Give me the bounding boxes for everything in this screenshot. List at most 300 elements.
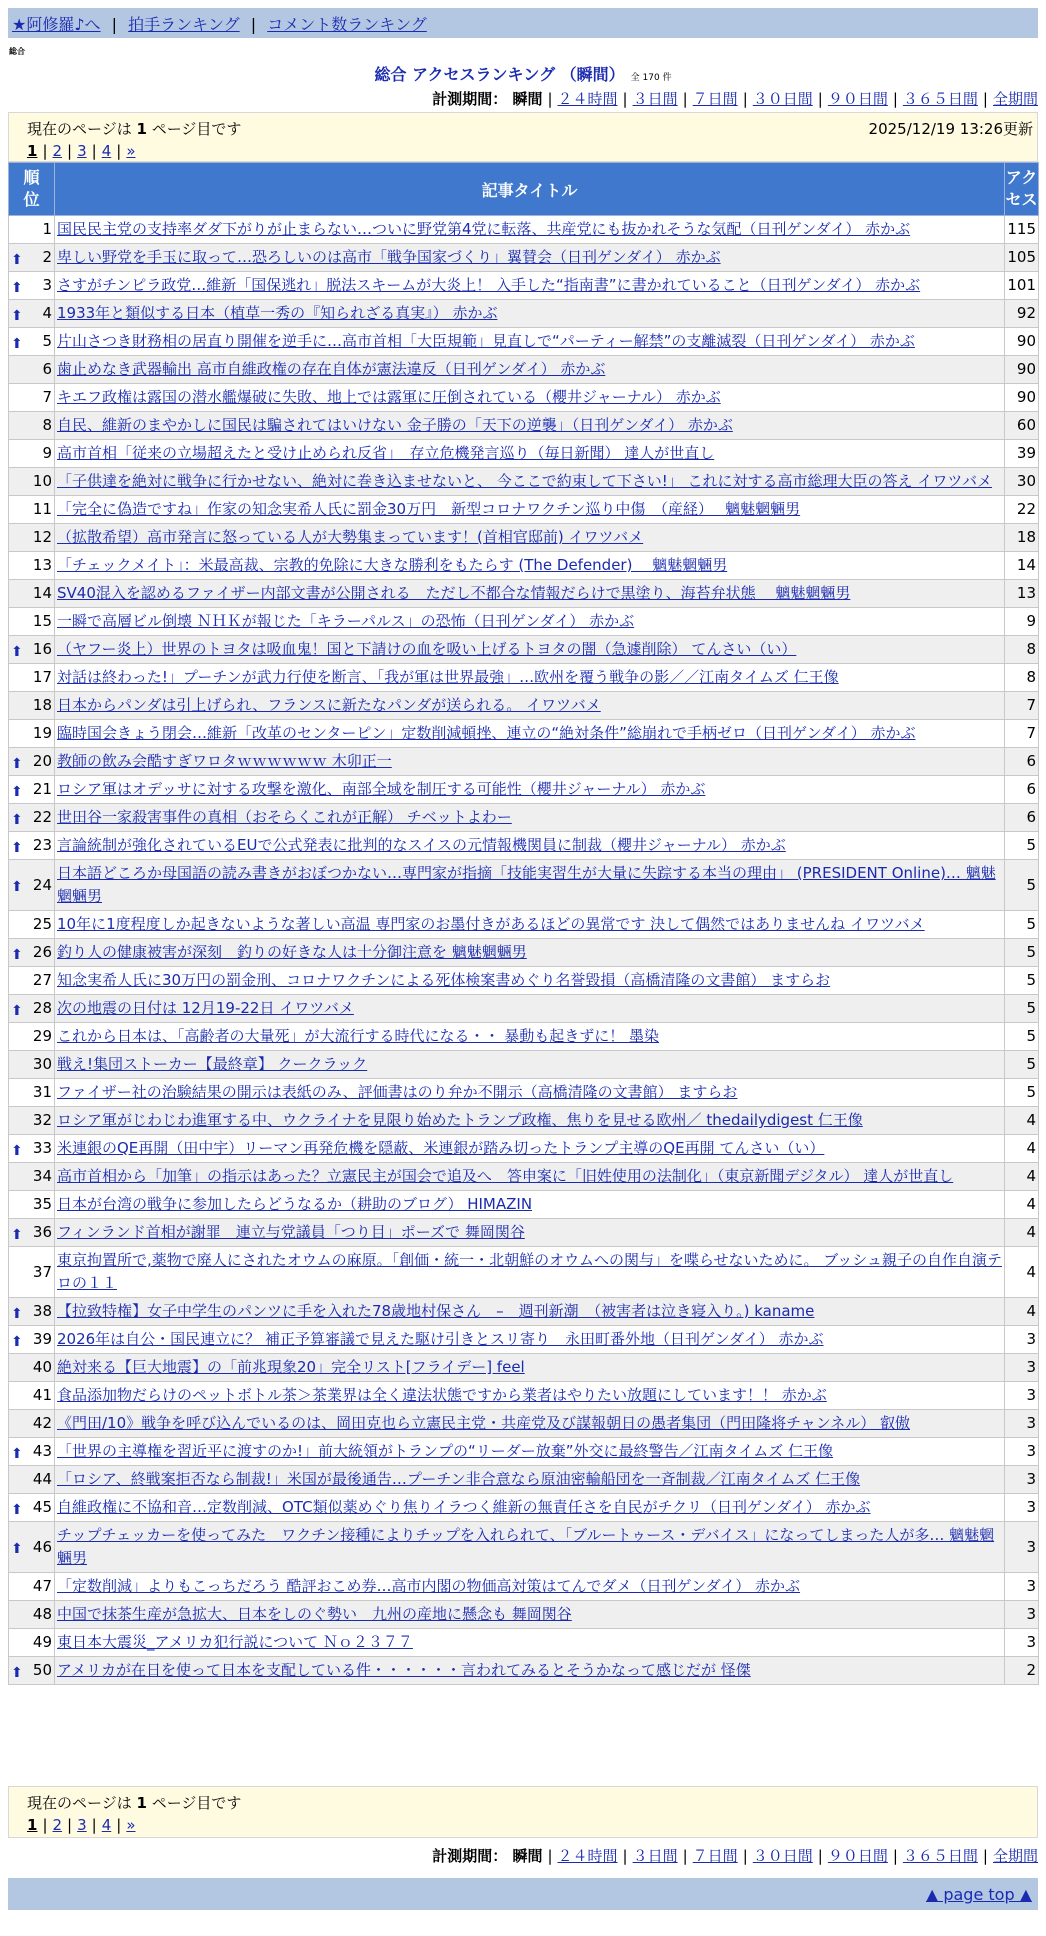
rank-up-arrow-icon: ⬆ <box>11 946 23 963</box>
page-separator: | <box>42 1816 48 1834</box>
title-cell <box>55 692 1005 720</box>
title-cell <box>55 1601 1005 1629</box>
access-count: 22 <box>1005 496 1039 524</box>
period-option-6[interactable]: 全期間 <box>992 1847 1038 1865</box>
period-separator: | <box>622 1847 628 1865</box>
access-count: 3 <box>1005 1438 1039 1466</box>
table-row <box>9 664 1039 692</box>
access-count: 92 <box>1005 300 1039 328</box>
title-cell <box>55 1522 1005 1573</box>
access-count: 101 <box>1005 272 1039 300</box>
period-separator: | <box>622 90 628 108</box>
col-title-header: 記事タイトル <box>55 163 1005 216</box>
page-link-current[interactable]: 1 <box>27 1816 38 1834</box>
title-cell <box>55 1135 1005 1163</box>
rank-cell <box>9 552 55 580</box>
article-link[interactable]: フィンランド首相が謝罪 連立与党議員「つり目」ポーズで 舞岡関谷 <box>57 1223 525 1241</box>
rank-up-arrow-icon: ⬆ <box>11 643 23 660</box>
article-link[interactable]: 一瞬で高層ビル倒壊 ＮＨＫが報じた「キラーパルス」の恐怖（日刊ゲンダイ） 赤かぶ <box>57 612 635 630</box>
table-row <box>9 1438 1039 1466</box>
title-cell <box>55 496 1005 524</box>
article-link[interactable]: SV40混入を認めるファイザー内部文書が公開される ただし不都合な情報だらけで黒塗り、海苔弁状態 魑魅魍魎男 <box>57 584 851 602</box>
title-cell <box>55 1298 1005 1326</box>
current-page-number: 1 <box>136 1794 147 1812</box>
article-link[interactable]: 「チェックメイト」：米最高裁、宗教的免除に大きな勝利をもたらす (The Defender) 魑魅魍魎男 <box>57 556 728 574</box>
title-cell <box>55 1629 1005 1657</box>
rank-cell <box>9 272 55 300</box>
rank-number: 38 <box>32 1302 52 1320</box>
article-link[interactable]: 食品添加物だらけのペットボトル茶＞茶業界は全く違法状態ですから業者はやりたい放題にしています！！ 赤かぶ <box>57 1386 827 1404</box>
rank-cell <box>9 748 55 776</box>
access-count: 4 <box>1005 1219 1039 1247</box>
rank-cell <box>9 1051 55 1079</box>
access-count: 5 <box>1005 1051 1039 1079</box>
table-row <box>9 1494 1039 1522</box>
title-cell <box>55 832 1005 860</box>
access-count: 6 <box>1005 804 1039 832</box>
rank-cell <box>9 1023 55 1051</box>
rank-cell <box>9 692 55 720</box>
access-count: 5 <box>1005 911 1039 939</box>
article-link[interactable]: 「世界の主導権を習近平に渡すのか!」前大統領がトランプの“リーダー放棄”外交に最終警告／江南タイムズ 仁王像 <box>57 1442 834 1460</box>
period-option-4[interactable]: ９０日間 <box>827 1847 888 1865</box>
period-separator: | <box>547 1847 553 1865</box>
article-link[interactable]: 対話は終わった!」プーチンが武力行使を断言、「我が軍は世界最強」…欧州を覆う戦争の影／／江南タイムズ 仁王像 <box>57 668 839 686</box>
rank-cell <box>9 860 55 911</box>
title-cell <box>55 1163 1005 1191</box>
rank-number: 42 <box>32 1414 52 1432</box>
page-link-2[interactable]: 2 <box>52 1816 63 1834</box>
current-page-post: ページ目です <box>146 120 242 138</box>
article-link[interactable]: 日本語どころか母国語の読み書きがおぼつかない…専門家が指摘「技能実習生が大量に失踪する本当の理由」 (PRESIDENT Online)… 魑魅魍魎男 <box>57 864 996 905</box>
rank-up-arrow-icon: ⬆ <box>11 1445 23 1462</box>
current-page-text <box>27 1792 241 1813</box>
period-option-1[interactable]: ３日間 <box>632 90 678 108</box>
rank-number: 35 <box>32 1195 52 1213</box>
rank-cell <box>9 440 55 468</box>
col-access-label: アク セス <box>1005 168 1038 209</box>
access-count: 6 <box>1005 776 1039 804</box>
rank-cell <box>9 580 55 608</box>
article-link[interactable]: 中国で抹茶生産が急拡大、日本をしのぐ勢い 九州の産地に懸念も 舞岡関谷 <box>57 1605 572 1623</box>
article-link[interactable]: 戦え!集団ストーカー【最終章】 クークラック <box>57 1055 368 1073</box>
rank-up-arrow-icon: ⬆ <box>11 1002 23 1019</box>
period-label: 計測期間： <box>432 90 508 108</box>
rank-number: 2 <box>42 248 52 266</box>
table-row <box>9 524 1039 552</box>
rank-cell <box>9 356 55 384</box>
rank-up-arrow-icon: ⬆ <box>11 879 23 895</box>
article-link[interactable]: 片山さつき財務相の居直り開催を逆手に…高市首相「大臣規範」見直しで“パーティー解禁”の支離滅裂（日刊ゲンダイ） 赤かぶ <box>57 332 915 350</box>
table-row <box>9 1023 1039 1051</box>
access-count: 9 <box>1005 608 1039 636</box>
article-link[interactable]: チップチェッカーを使ってみた ワクチン接種によりチップを入れられて、「ブルートゥース・デバイス」になってしまった人が多… 魑魅魍魎男 <box>57 1526 995 1567</box>
table-row <box>9 1466 1039 1494</box>
article-link[interactable]: 絶対来る【巨大地震】の「前兆現象20」完全リスト[フライデー] feel <box>57 1358 525 1376</box>
rank-number: 4 <box>42 304 52 322</box>
article-link[interactable]: （拡散希望）高市発言に怒っている人が大勢集まっています！(首相官邸前) イワツバメ <box>57 528 644 546</box>
rank-number: 19 <box>32 724 52 742</box>
rank-up-arrow-icon: ⬆ <box>11 1226 23 1243</box>
total-count: 全 170 件 <box>630 73 672 83</box>
access-count: 5 <box>1005 832 1039 860</box>
rank-number: 48 <box>32 1605 52 1623</box>
table-row <box>9 967 1039 995</box>
title-cell <box>55 636 1005 664</box>
title-cell <box>55 748 1005 776</box>
rank-cell <box>9 1219 55 1247</box>
rank-up-arrow-icon: ⬆ <box>11 279 23 296</box>
period-separator: | <box>982 1847 988 1865</box>
rank-cell <box>9 1522 55 1573</box>
rank-number: 20 <box>32 752 52 770</box>
table-row <box>9 995 1039 1023</box>
article-link[interactable]: 東日本大震災_アメリカ犯行説について Ｎｏ２３７７ <box>57 1633 413 1651</box>
page-top-link[interactable]: ▲ page top ▲ <box>925 1885 1032 1904</box>
article-link[interactable]: 【拉致特権】女子中学生のパンツに手を入れた78歳地村保さん – 週刊新潮 （被害者は泣き寝入り。) kaname <box>57 1302 815 1320</box>
article-link[interactable]: 教師の飲み会酷すぎワロタｗｗｗｗｗｗ 木卯正一 <box>57 752 392 770</box>
table-row <box>9 412 1039 440</box>
access-count: 90 <box>1005 328 1039 356</box>
table-row <box>9 1601 1039 1629</box>
rank-number: 23 <box>32 836 52 854</box>
table-row <box>9 1354 1039 1382</box>
page-link-4[interactable]: 4 <box>101 1816 112 1834</box>
period-option-2[interactable]: ７日間 <box>692 1847 738 1865</box>
rank-cell <box>9 939 55 967</box>
rank-up-arrow-icon: ⬆ <box>11 839 23 856</box>
title-cell <box>55 328 1005 356</box>
rank-cell <box>9 1163 55 1191</box>
title-cell <box>55 300 1005 328</box>
article-link[interactable]: 東京拘置所で,薬物で廃人にされたオウムの麻原。「創価・統一・北朝鮮のオウムへの関与」を喋らせないために。 ブッシュ親子の自作自演テロの１１ <box>57 1251 1002 1292</box>
ranking-title: 総合 アクセスランキング （瞬間） <box>374 65 625 84</box>
page-links <box>27 142 136 160</box>
title-cell <box>55 1326 1005 1354</box>
access-count: 3 <box>1005 1326 1039 1354</box>
period-separator: | <box>742 90 748 108</box>
period-separator: | <box>682 90 688 108</box>
access-count: 105 <box>1005 244 1039 272</box>
access-count: 60 <box>1005 412 1039 440</box>
access-count: 90 <box>1005 356 1039 384</box>
article-link[interactable]: 《門田/10》戦争を呼び込んでいるのは、岡田克也ら立憲民主党・共産党及び謀報朝日の愚者集団（門田隆将チャンネル） 叡傲 <box>57 1414 911 1432</box>
period-option-0[interactable]: ２４時間 <box>557 1847 618 1865</box>
rank-number: 30 <box>32 1055 52 1073</box>
rank-number: 33 <box>32 1139 52 1157</box>
access-count: 5 <box>1005 967 1039 995</box>
period-option-5[interactable]: ３６５日間 <box>902 1847 978 1865</box>
rank-cell <box>9 1354 55 1382</box>
rank-number: 46 <box>32 1537 52 1556</box>
rank-number: 39 <box>32 1330 52 1348</box>
table-row <box>9 1135 1039 1163</box>
page-next-link[interactable]: » <box>126 142 136 160</box>
article-link[interactable]: 世田谷一家殺害事件の真相（おそらくこれが正解） チベットよわー <box>57 808 512 826</box>
rank-cell <box>9 1079 55 1107</box>
access-count: 4 <box>1005 1191 1039 1219</box>
rank-cell <box>9 608 55 636</box>
access-count: 8 <box>1005 664 1039 692</box>
access-count: 2 <box>1005 1657 1039 1685</box>
access-count: 4 <box>1005 1107 1039 1135</box>
page-link-current[interactable]: 1 <box>27 142 38 160</box>
ranking-table <box>8 162 1039 1685</box>
access-count: 3 <box>1005 1382 1039 1410</box>
article-link[interactable]: 高市首相から「加筆」の指示はあった？立憲民主が国会で追及へ 答申案に「旧姓使用の法制化」（東京新聞デジタル） 達人が世直し <box>57 1167 954 1185</box>
rank-number: 40 <box>32 1358 52 1376</box>
article-link[interactable]: 卑しい野党を手玉に取って…恐ろしいのは高市「戦争国家づくり」翼賛会（日刊ゲンダイ） 赤かぶ <box>57 248 721 266</box>
rank-number: 36 <box>32 1223 52 1241</box>
rank-number: 22 <box>32 808 52 826</box>
table-row <box>9 720 1039 748</box>
article-link[interactable]: 「定数削減」よりもこっちだろう 酷評おこめ券…高市内閣の物価高対策はてんでダメ（日刊ゲンダイ） 赤かぶ <box>57 1577 801 1595</box>
access-count: 5 <box>1005 1079 1039 1107</box>
rank-number: 6 <box>42 360 52 378</box>
rank-up-arrow-icon: ⬆ <box>11 1333 23 1350</box>
access-count: 3 <box>1005 1522 1039 1573</box>
rank-cell <box>9 412 55 440</box>
rank-up-arrow-icon: ⬆ <box>11 755 23 772</box>
period-option-0[interactable]: ２４時間 <box>557 90 618 108</box>
article-link[interactable]: 「完全に偽造ですね」作家の知念実希人氏に罰金30万円 新型コロナワクチン巡り中傷 （産経） 魑魅魍魎男 <box>57 500 801 518</box>
title-cell <box>55 272 1005 300</box>
access-count: 4 <box>1005 1298 1039 1326</box>
rank-cell <box>9 1466 55 1494</box>
article-link[interactable]: さすがチンピラ政党…維新「国保逃れ」脱法スキームが大炎上！ 入手した“指南書”に書かれていること（日刊ゲンダイ） 赤かぶ <box>57 276 921 294</box>
table-row <box>9 1051 1039 1079</box>
article-link[interactable]: 1933年と類似する日本（植草一秀の『知られざる真実』） 赤かぶ <box>57 304 498 322</box>
page-link-2[interactable]: 2 <box>52 142 63 160</box>
title-cell <box>55 776 1005 804</box>
page-link-4[interactable]: 4 <box>101 142 112 160</box>
period-option-1[interactable]: ３日間 <box>632 1847 678 1865</box>
table-row <box>9 496 1039 524</box>
rank-cell <box>9 1326 55 1354</box>
access-count: 3 <box>1005 1573 1039 1601</box>
page-separator: | <box>116 1816 122 1834</box>
page-link-3[interactable]: 3 <box>77 142 87 160</box>
rank-number: 1 <box>42 220 52 238</box>
article-link[interactable]: 自民、維新のまやかしに国民は騙されてはいけない 金子勝の「天下の逆襲」（日刊ゲンダイ） 赤かぶ <box>57 416 733 434</box>
rank-up-arrow-icon: ⬆ <box>11 1142 23 1159</box>
title-cell <box>55 524 1005 552</box>
rank-up-arrow-icon: ⬆ <box>11 811 23 828</box>
page-separator: | <box>91 142 97 160</box>
col-rank-header <box>9 163 55 216</box>
article-link[interactable]: 米連銀のQE再開（田中宇）リーマン再発危機を隠蔽、米連銀が踏み切ったトランプ主導のQE再開 てんさい（い） <box>57 1139 825 1157</box>
period-option-2[interactable]: ７日間 <box>692 90 738 108</box>
rank-number: 11 <box>32 500 52 518</box>
title-cell <box>55 440 1005 468</box>
article-link[interactable]: 高市首相「従来の立場超えたと受け止められ反省」 存立危機発言巡り（毎日新聞） 達人が世直し <box>57 444 715 462</box>
access-count: 7 <box>1005 692 1039 720</box>
table-row <box>9 1629 1039 1657</box>
article-link[interactable]: 歯止めなき武器輸出 高市自維政権の存在自体が憲法違反（日刊ゲンダイ） 赤かぶ <box>57 360 606 378</box>
article-link[interactable]: これから日本は、「高齢者の大量死」が大流行する時代になる・・ 暴動も起きずに！ 墨染 <box>57 1027 660 1045</box>
rank-cell <box>9 384 55 412</box>
table-row <box>9 272 1039 300</box>
top-nav-bar <box>8 8 1038 38</box>
rank-cell <box>9 720 55 748</box>
period-separator: | <box>817 1847 823 1865</box>
rank-cell <box>9 1298 55 1326</box>
title-cell <box>55 804 1005 832</box>
table-row <box>9 1219 1039 1247</box>
rank-number: 24 <box>32 875 52 894</box>
rank-number: 21 <box>32 780 52 798</box>
comment-ranking-link[interactable]: コメント数ランキング <box>267 15 427 34</box>
period-separator: | <box>982 90 988 108</box>
title-cell <box>55 1382 1005 1410</box>
rank-number: 18 <box>32 696 52 714</box>
title-cell <box>55 384 1005 412</box>
page-link-3[interactable]: 3 <box>77 1816 87 1834</box>
rank-cell <box>9 1657 55 1685</box>
rank-cell <box>9 524 55 552</box>
page-title <box>0 62 1046 85</box>
rank-number: 8 <box>42 416 52 434</box>
article-link[interactable]: 次の地震の日付は 12月19-22日 イワツバメ <box>57 999 354 1017</box>
title-cell <box>55 1247 1005 1298</box>
rank-number: 43 <box>32 1442 52 1460</box>
period-separator: | <box>682 1847 688 1865</box>
table-row <box>9 468 1039 496</box>
rank-number: 13 <box>32 556 52 574</box>
title-cell <box>55 608 1005 636</box>
article-link[interactable]: 国民民主党の支持率ダダ下がりが止まらない…ついに野党第4党に転落、共産党にも抜かれそうな気配（日刊ゲンダイ） 赤かぶ <box>57 220 911 238</box>
table-row <box>9 1326 1039 1354</box>
article-link[interactable]: キエフ政権は露国の潜水艦爆破に失敗、地上では露軍に圧倒されている（櫻井ジャーナル） 赤かぶ <box>57 388 721 406</box>
article-link[interactable]: 日本が台湾の戦争に参加したらどうなるか（耕助のブログ） HIMAZIN <box>57 1195 533 1213</box>
home-link[interactable]: ★阿修羅♪へ <box>12 15 101 34</box>
table-row <box>9 1657 1039 1685</box>
article-link[interactable]: ファイザー社の治験結果の開示は表紙のみ、評価書はのり弁か不開示（高橋清隆の文書館） ますらお <box>57 1083 738 1101</box>
rank-cell <box>9 1601 55 1629</box>
rank-cell <box>9 1629 55 1657</box>
table-row <box>9 440 1039 468</box>
article-link[interactable]: 知念実希人氏に30万円の罰金刑、コロナワクチンによる死体検案書めぐり名誉毀損（高橋清隆の文書館） ますらお <box>57 971 831 989</box>
rank-number: 31 <box>32 1083 52 1101</box>
table-row <box>9 328 1039 356</box>
period-option-4[interactable]: ９０日間 <box>827 90 888 108</box>
article-link[interactable]: 「子供達を絶対に戦争に行かせない、絶対に巻き込ませないと、 今ここで約束して下さい!」 これに対する高市総理大臣の答え イワツバメ <box>57 472 993 490</box>
period-separator: | <box>547 90 553 108</box>
rank-number: 45 <box>32 1498 52 1516</box>
footer-bar <box>8 1878 1038 1910</box>
title-cell <box>55 580 1005 608</box>
title-cell <box>55 1657 1005 1685</box>
rank-number: 37 <box>32 1262 52 1281</box>
rank-number: 17 <box>32 668 52 686</box>
title-cell <box>55 939 1005 967</box>
article-link[interactable]: 言論統制が強化されているEUで公式発表に批判的なスイスの元情報機関員に制裁（櫻井ジャーナル） 赤かぶ <box>57 836 786 854</box>
table-row <box>9 860 1039 911</box>
rank-cell <box>9 216 55 244</box>
access-count: 5 <box>1005 939 1039 967</box>
pager-bottom <box>8 1786 1038 1838</box>
article-link[interactable]: 2026年は自公・国民連立に？ 補正予算審議で見えた駆け引きとスリ寄り 永田町番外地（日刊ゲンダイ） 赤かぶ <box>57 1330 824 1348</box>
category-label: 総合 <box>9 47 25 56</box>
title-cell <box>55 552 1005 580</box>
rank-number: 27 <box>32 971 52 989</box>
table-row <box>9 692 1039 720</box>
page-next-link[interactable]: » <box>126 1816 136 1834</box>
access-count: 3 <box>1005 1601 1039 1629</box>
rank-cell <box>9 664 55 692</box>
rank-cell <box>9 496 55 524</box>
current-page-pre: 現在のページは <box>27 1794 137 1812</box>
access-count: 5 <box>1005 1023 1039 1051</box>
rank-number: 44 <box>32 1470 52 1488</box>
rank-cell <box>9 911 55 939</box>
period-option-3[interactable]: ３０日間 <box>752 90 813 108</box>
table-row <box>9 552 1039 580</box>
article-link[interactable]: 10年に1度程度しか起きないような著しい高温 専門家のお墨付きがあるほどの異常です 決して偶然ではありませんね イワツバメ <box>57 915 925 933</box>
title-cell <box>55 356 1005 384</box>
nav-separator: | <box>250 15 257 34</box>
article-link[interactable]: 「ロシア、終戦案拒否なら制裁!」米国が最後通告…プーチン非合意なら原油密輸船団を一斉制裁／江南タイムズ 仁王像 <box>57 1470 861 1488</box>
title-cell <box>55 1023 1005 1051</box>
title-cell <box>55 664 1005 692</box>
period-separator: | <box>892 1847 898 1865</box>
article-link[interactable]: ロシア軍はオデッサに対する攻撃を激化、南部全域を制圧する可能性（櫻井ジャーナル） 赤かぶ <box>57 780 706 798</box>
col-rank-label: 順 位 <box>23 168 40 209</box>
period-option-6[interactable]: 全期間 <box>992 90 1038 108</box>
rank-number: 28 <box>32 999 52 1017</box>
rank-cell <box>9 804 55 832</box>
rank-number: 49 <box>32 1633 52 1651</box>
table-row <box>9 1522 1039 1573</box>
title-cell <box>55 1494 1005 1522</box>
article-link[interactable]: アメリカが在日を使って日本を支配している件・・・・・・言われてみるとそうかなって感じだが 怪傑 <box>57 1661 751 1679</box>
title-cell <box>55 1354 1005 1382</box>
period-option-3[interactable]: ３０日間 <box>752 1847 813 1865</box>
access-count: 39 <box>1005 440 1039 468</box>
table-row <box>9 1107 1039 1135</box>
article-link[interactable]: （ヤフー炎上）世界のトヨタは吸血鬼！国と下請けの血を吸い上げるトヨタの闇（急遽削除） てんさい（い） <box>57 640 797 658</box>
title-cell <box>55 468 1005 496</box>
access-count: 3 <box>1005 1410 1039 1438</box>
rank-up-arrow-icon: ⬆ <box>11 1305 23 1322</box>
current-page-pre: 現在のページは <box>27 120 137 138</box>
period-separator: | <box>817 90 823 108</box>
table-row <box>9 832 1039 860</box>
article-link[interactable]: 自維政権に不協和音…定数削減、OTC類似薬めぐり焦りイラつく維新の無責任さを自民がチクリ（日刊ゲンダイ） 赤かぶ <box>57 1498 871 1516</box>
title-cell <box>55 1191 1005 1219</box>
rank-number: 14 <box>32 584 52 602</box>
nav-separator: | <box>111 15 118 34</box>
rank-number: 5 <box>42 332 52 350</box>
table-row <box>9 1163 1039 1191</box>
rank-number: 10 <box>32 472 52 490</box>
article-link[interactable]: 臨時国会きょう閉会…維新「改革のセンターピン」定数削減頓挫、連立の“絶対条件”総崩れで手柄ゼロ（日刊ゲンダイ） 赤かぶ <box>57 724 916 742</box>
article-link[interactable]: 日本からパンダは引上げられ、フランスに新たなパンダが送られる。 イワツバメ <box>57 696 601 714</box>
table-row <box>9 748 1039 776</box>
article-link[interactable]: ロシア軍がじわじわ進軍する中、ウクライナを見限り始めたトランプ政権、焦りを見せる欧州／ thedailydigest 仁王像 <box>57 1111 863 1129</box>
table-row <box>9 804 1039 832</box>
period-option-5[interactable]: ３６５日間 <box>902 90 978 108</box>
table-row <box>9 356 1039 384</box>
title-cell <box>55 911 1005 939</box>
rank-cell <box>9 1191 55 1219</box>
access-count: 5 <box>1005 860 1039 911</box>
page-links <box>27 1816 136 1834</box>
article-link[interactable]: 釣り人の健康被害が深刻 釣りの好きな人は十分御注意を 魑魅魍魎男 <box>57 943 527 961</box>
title-cell <box>55 995 1005 1023</box>
clap-ranking-link[interactable]: 拍手ランキング <box>128 15 240 34</box>
table-header <box>9 163 1039 216</box>
